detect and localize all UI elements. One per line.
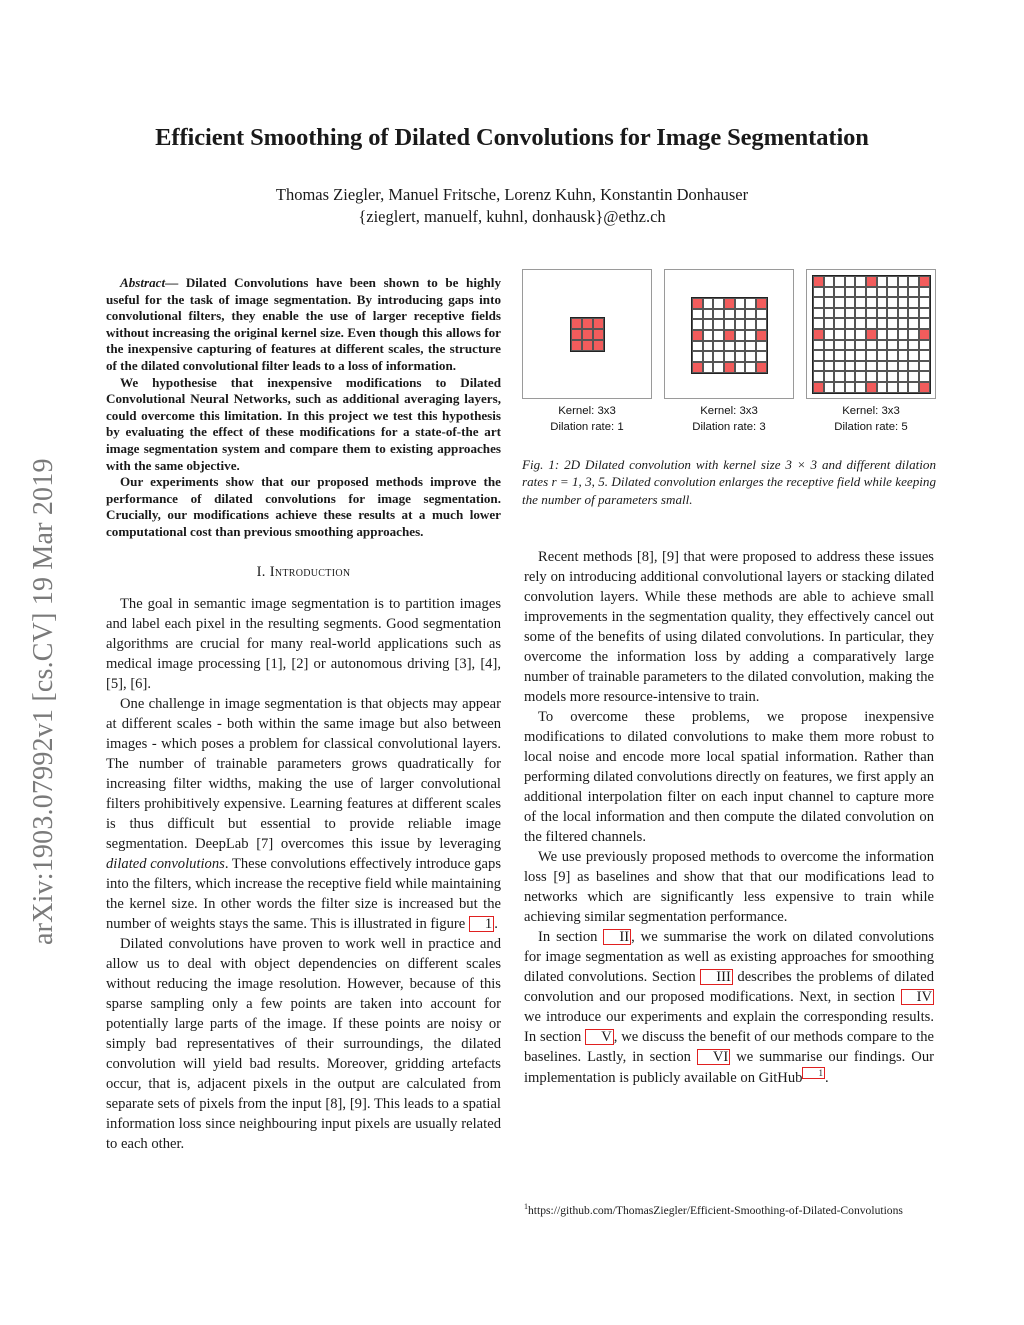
kernel-cell	[735, 309, 746, 320]
abstract	[106, 275, 501, 541]
kernel-cell	[692, 309, 703, 320]
kernel-cell	[834, 297, 845, 308]
kernel-cell	[703, 362, 714, 373]
kernel-cell	[834, 340, 845, 351]
kernel-cell	[735, 298, 746, 309]
kernel-cell	[855, 287, 866, 298]
figure-panels	[522, 269, 936, 399]
kernel-cell	[813, 297, 824, 308]
kernel-cell	[824, 287, 835, 298]
kernel-cell	[908, 382, 919, 393]
footnote-mark: 1	[524, 1202, 528, 1212]
kernel-cell	[756, 330, 767, 341]
kernel-cell	[703, 330, 714, 341]
kernel-cell	[887, 340, 898, 351]
kernel-cell	[735, 319, 746, 330]
kernel-cell	[855, 371, 866, 382]
kernel-cell	[703, 341, 714, 352]
footnote-url[interactable]: https://github.com/ThomasZiegler/Efficient-Smoothing-of-Dilated-Convolutions	[528, 1204, 903, 1217]
dilation-rate-3-panel	[664, 269, 794, 399]
kernel-cell	[745, 351, 756, 362]
kernel-cell	[724, 319, 735, 330]
body-paragraph: In section II , we summarise the work on dilated convolutions for image segmentation as well as existing approaches for smoothing dilated convolutions. Section III describes the problems of dilated convolution and our proposed modifications. Next, in section IV we introduce our experiments and explain the corresponding results. In section V , we discuss the benefit of our methods compare to the baselines. Lastly, in section VI we summarise our findings. Our implementation is publicly available on GitHub $^1$ .	[524, 929, 934, 1086]
kernel-cell	[724, 309, 735, 320]
kernel-cell	[745, 330, 756, 341]
kernel-cell	[908, 276, 919, 287]
kernel-cell	[866, 297, 877, 308]
kernel-cell	[919, 329, 930, 340]
kernel-cell	[745, 298, 756, 309]
kernel-cell	[855, 329, 866, 340]
section-4-link[interactable]: IV	[901, 989, 934, 1005]
kernel-cell	[919, 297, 930, 308]
section-3-link[interactable]: III	[700, 969, 733, 985]
kernel-cell	[824, 350, 835, 361]
kernel-cell	[692, 362, 703, 373]
kernel-cell	[919, 318, 930, 329]
kernel-cell	[745, 309, 756, 320]
kernel-cell	[877, 340, 888, 351]
kernel-cell	[887, 276, 898, 287]
kernel-cell	[845, 350, 856, 361]
figure-1-link[interactable]: 1	[469, 916, 494, 932]
kernel-cell	[855, 276, 866, 287]
kernel-cell	[735, 351, 746, 362]
kernel-cell	[855, 318, 866, 329]
footnote	[524, 1204, 924, 1219]
kernel-cell	[813, 382, 824, 393]
kernel-cell	[824, 308, 835, 319]
kernel-grid-3x3	[570, 317, 605, 352]
kernel-cell	[713, 298, 724, 309]
kernel-cell	[745, 362, 756, 373]
kernel-cell	[845, 361, 856, 372]
kernel-cell	[855, 382, 866, 393]
kernel-cell	[919, 361, 930, 372]
kernel-cell	[724, 341, 735, 352]
kernel-cell	[824, 340, 835, 351]
kernel-cell	[887, 297, 898, 308]
kernel-cell	[866, 276, 877, 287]
figure-caption: Fig. 1: 2D Dilated convolution with kernel size 3 × 3 and different dilation rates r = 1, 3, 5. Dilated convolution enlarges the receptive field while keeping the number of parameters small.	[522, 457, 936, 507]
kernel-cell	[593, 318, 604, 329]
kernel-cell	[866, 371, 877, 382]
kernel-cell	[834, 350, 845, 361]
kernel-cell	[908, 287, 919, 298]
kernel-cell	[898, 318, 909, 329]
author-block	[60, 184, 964, 228]
kernel-cell	[824, 318, 835, 329]
kernel-cell	[582, 329, 593, 340]
kernel-cell	[813, 308, 824, 319]
kernel-cell	[898, 308, 909, 319]
kernel-cell	[824, 361, 835, 372]
author-emails: {zieglert, manuelf, kuhnl, donhausk}@ethz.ch	[358, 207, 666, 226]
kernel-cell	[855, 297, 866, 308]
kernel-cell	[571, 329, 582, 340]
kernel-cell	[735, 341, 746, 352]
kernel-cell	[866, 329, 877, 340]
kernel-cell	[866, 361, 877, 372]
kernel-cell	[813, 329, 824, 340]
kernel-cell	[756, 362, 767, 373]
kernel-cell	[571, 340, 582, 351]
kernel-cell	[703, 298, 714, 309]
panel-label: Kernel: 3x3 Dilation rate: 5	[834, 405, 908, 433]
kernel-cell	[813, 350, 824, 361]
kernel-cell	[877, 287, 888, 298]
kernel-cell	[845, 340, 856, 351]
kernel-cell	[908, 297, 919, 308]
kernel-cell	[877, 297, 888, 308]
kernel-cell	[877, 382, 888, 393]
kernel-cell	[898, 276, 909, 287]
kernel-cell	[724, 298, 735, 309]
kernel-cell	[919, 308, 930, 319]
kernel-cell	[713, 341, 724, 352]
kernel-cell	[898, 350, 909, 361]
kernel-cell	[834, 371, 845, 382]
kernel-cell	[713, 362, 724, 373]
body-paragraph: One challenge in image segmentation is that objects may appear at different scales - both within the same image but also between images - which poses a problem for classical convolutional layers. The number of trainable parameters grows quadratically for increasing filter widths, making the use of larger convolutional filters prohibitively expensive. Learning features at different scales is thus difficult but essential to provide reliable image segmentation. DeepLab [7] overcomes this issue by leveraging dilated convolutions. These convolutions effectively introduce gaps into the filters, which increase the receptive field while maintaining the kernel size. In other words the filter size is increased but the number of weights stays the same. This is illustrated in figure 1 .	[106, 695, 501, 932]
kernel-cell	[813, 318, 824, 329]
kernel-grid-11x11	[812, 275, 931, 394]
kernel-cell	[845, 318, 856, 329]
kernel-cell	[824, 329, 835, 340]
kernel-cell	[834, 329, 845, 340]
kernel-cell	[724, 351, 735, 362]
kernel-cell	[898, 382, 909, 393]
kernel-cell	[919, 276, 930, 287]
kernel-cell	[877, 308, 888, 319]
kernel-cell	[908, 371, 919, 382]
kernel-cell	[756, 298, 767, 309]
kernel-cell	[866, 318, 877, 329]
kernel-cell	[735, 362, 746, 373]
kernel-cell	[813, 371, 824, 382]
kernel-cell	[877, 318, 888, 329]
section-6-link[interactable]: VI	[697, 1049, 730, 1065]
panel-label: Kernel: 3x3 Dilation rate: 1	[550, 405, 624, 433]
kernel-cell	[845, 308, 856, 319]
kernel-cell	[834, 308, 845, 319]
abstract-paragraph: Our experiments show that our proposed methods improve the performance of dilated convolutions for image segmentation. Crucially, our modifications achieve these results at a much lower computational cost than previous smoothing approaches.	[106, 474, 501, 539]
kernel-cell	[908, 308, 919, 319]
kernel-cell	[898, 329, 909, 340]
kernel-cell	[908, 329, 919, 340]
kernel-cell	[703, 319, 714, 330]
kernel-cell	[713, 330, 724, 341]
kernel-cell	[908, 361, 919, 372]
kernel-cell	[866, 382, 877, 393]
kernel-cell	[919, 287, 930, 298]
kernel-cell	[593, 329, 604, 340]
arxiv-identifier: arXiv:1903.07992v1 [cs.CV] 19 Mar 2019	[28, 458, 59, 945]
dilation-rate-1-panel	[522, 269, 652, 399]
kernel-cell	[908, 340, 919, 351]
kernel-cell	[877, 350, 888, 361]
kernel-cell	[887, 329, 898, 340]
footnote-1-link[interactable]: 1	[802, 1067, 825, 1079]
kernel-cell	[887, 361, 898, 372]
kernel-cell	[855, 340, 866, 351]
panel-label: Kernel: 3x3 Dilation rate: 3	[692, 405, 766, 433]
body-paragraph: Dilated convolutions have proven to work well in practice and allow us to deal with object dependencies on different scales without reducing the image resolution. However, because of this sparse sampling only a few points are taken into account for potentially large parts of the image. If these points are noisy or simply bad representatives of their surroundings, the dilated convolution will yield bad results. Moreover, gridding artefacts occur, that is, adjacent pixels in the output are calculated from separate sets of pixels from the input [8], [9]. This leads to a spatial information loss since neighbouring input pixels are usually related to each other.	[106, 935, 501, 1152]
kernel-cell	[866, 287, 877, 298]
right-column	[524, 547, 934, 1088]
section-2-link[interactable]: II	[603, 929, 631, 945]
section-5-link[interactable]: V	[585, 1029, 614, 1045]
abstract-paragraph: Abstract— Dilated Convolutions have been shown to be highly useful for the task of image segmentation. By introducing gaps into convolutional filters, they enable the use of larger receptive fields without increasing the original kernel size. Even though this allows for the inexpensive capturing of features at different scales, the structure of the dilated convolutional filter leads to a loss of information.	[106, 275, 501, 373]
kernel-cell	[866, 340, 877, 351]
kernel-cell	[887, 350, 898, 361]
paper-title: Efficient Smoothing of Dilated Convolutions for Image Segmentation	[155, 124, 869, 151]
kernel-cell	[824, 297, 835, 308]
kernel-cell	[887, 308, 898, 319]
kernel-cell	[877, 361, 888, 372]
kernel-cell	[919, 382, 930, 393]
kernel-cell	[824, 371, 835, 382]
figure-1	[522, 269, 936, 508]
kernel-cell	[813, 276, 824, 287]
body-paragraph: To overcome these problems, we propose inexpensive modifications to dilated convolutions to make them more robust to local noise and encode more local spatial information. Rather than performing dilated convolutions directly on features, we first apply an additional interpolation filter on each input channel to capture more of the local information and then compute the dilated convolution on the filtered channels.	[524, 709, 934, 845]
kernel-cell	[877, 329, 888, 340]
kernel-cell	[756, 309, 767, 320]
kernel-cell	[834, 287, 845, 298]
kernel-cell	[582, 318, 593, 329]
kernel-cell	[898, 361, 909, 372]
kernel-cell	[813, 340, 824, 351]
kernel-cell	[756, 319, 767, 330]
kernel-cell	[898, 297, 909, 308]
abstract-label: Abstract	[120, 275, 166, 290]
kernel-cell	[919, 350, 930, 361]
section-heading-introduction: I. Introduction	[256, 563, 351, 580]
kernel-cell	[813, 287, 824, 298]
kernel-cell	[713, 319, 724, 330]
kernel-cell	[898, 340, 909, 351]
kernel-cell	[745, 341, 756, 352]
kernel-cell	[713, 351, 724, 362]
kernel-cell	[724, 362, 735, 373]
kernel-cell	[877, 371, 888, 382]
kernel-cell	[887, 287, 898, 298]
kernel-cell	[866, 308, 877, 319]
kernel-cell	[877, 276, 888, 287]
kernel-cell	[713, 309, 724, 320]
kernel-cell	[692, 341, 703, 352]
kernel-cell	[845, 382, 856, 393]
figure-panel-labels	[522, 404, 936, 435]
kernel-cell	[866, 350, 877, 361]
kernel-cell	[813, 361, 824, 372]
kernel-cell	[898, 371, 909, 382]
kernel-cell	[692, 351, 703, 362]
kernel-cell	[692, 298, 703, 309]
kernel-cell	[756, 351, 767, 362]
kernel-cell	[834, 361, 845, 372]
kernel-cell	[834, 318, 845, 329]
kernel-cell	[845, 287, 856, 298]
kernel-cell	[571, 318, 582, 329]
kernel-cell	[735, 330, 746, 341]
kernel-cell	[845, 371, 856, 382]
kernel-cell	[756, 341, 767, 352]
body-paragraph: The goal in semantic image segmentation is to partition images and label each pixel in the resulting segments. Good segmentation algorithms are crucial for many real-world applications such as medical image processing [1], [2] or autonomous driving [3], [4], [5], [6].	[106, 595, 501, 692]
body-paragraph: We use previously proposed methods to overcome the information loss [9] as baselines and show that that our modifications lead to networks which are significantly less expensive to train while achieving similar segmentation performance.	[524, 849, 934, 925]
author-names: Thomas Ziegler, Manuel Fritsche, Lorenz Kuhn, Konstantin Donhauser	[275, 185, 749, 204]
kernel-cell	[845, 297, 856, 308]
kernel-cell	[834, 382, 845, 393]
kernel-cell	[887, 318, 898, 329]
kernel-cell	[887, 382, 898, 393]
kernel-cell	[745, 319, 756, 330]
kernel-cell	[703, 351, 714, 362]
kernel-cell	[845, 329, 856, 340]
kernel-cell	[919, 340, 930, 351]
kernel-cell	[582, 340, 593, 351]
body-paragraph: Recent methods [8], [9] that were proposed to address these issues rely on introducing additional convolutional layers or stacking dilated convolution layers. While these methods are able to achieve small improvements in the segmentation quality, they effectively cancel out some of the benefits of using dilated convolutions. In particular, they overcome the information loss by adding a comparatively large number of trainable parameters to the dilated convolution, making the models more resource-intensive to train.	[524, 549, 934, 705]
kernel-cell	[855, 361, 866, 372]
kernel-cell	[855, 308, 866, 319]
kernel-cell	[824, 276, 835, 287]
dilation-rate-5-panel	[806, 269, 936, 399]
kernel-cell	[898, 287, 909, 298]
kernel-cell	[845, 276, 856, 287]
kernel-cell	[703, 309, 714, 320]
left-column	[106, 275, 501, 1154]
kernel-cell	[908, 318, 919, 329]
kernel-cell	[887, 371, 898, 382]
kernel-grid-7x7	[691, 297, 768, 374]
kernel-cell	[855, 350, 866, 361]
kernel-cell	[824, 382, 835, 393]
kernel-cell	[919, 371, 930, 382]
abstract-paragraph: We hypothesise that inexpensive modifications to Dilated Convolutional Neural Networks, such as additional averaging layers, could overcome this limitation. In this project we test this hypothesis by evaluating the effect of these modifications for a state-of-the art image segmentation system and compare them to existing approaches with the same objective.	[106, 374, 501, 473]
kernel-cell	[593, 340, 604, 351]
kernel-cell	[724, 330, 735, 341]
kernel-cell	[692, 330, 703, 341]
kernel-cell	[908, 350, 919, 361]
kernel-cell	[692, 319, 703, 330]
kernel-cell	[834, 276, 845, 287]
